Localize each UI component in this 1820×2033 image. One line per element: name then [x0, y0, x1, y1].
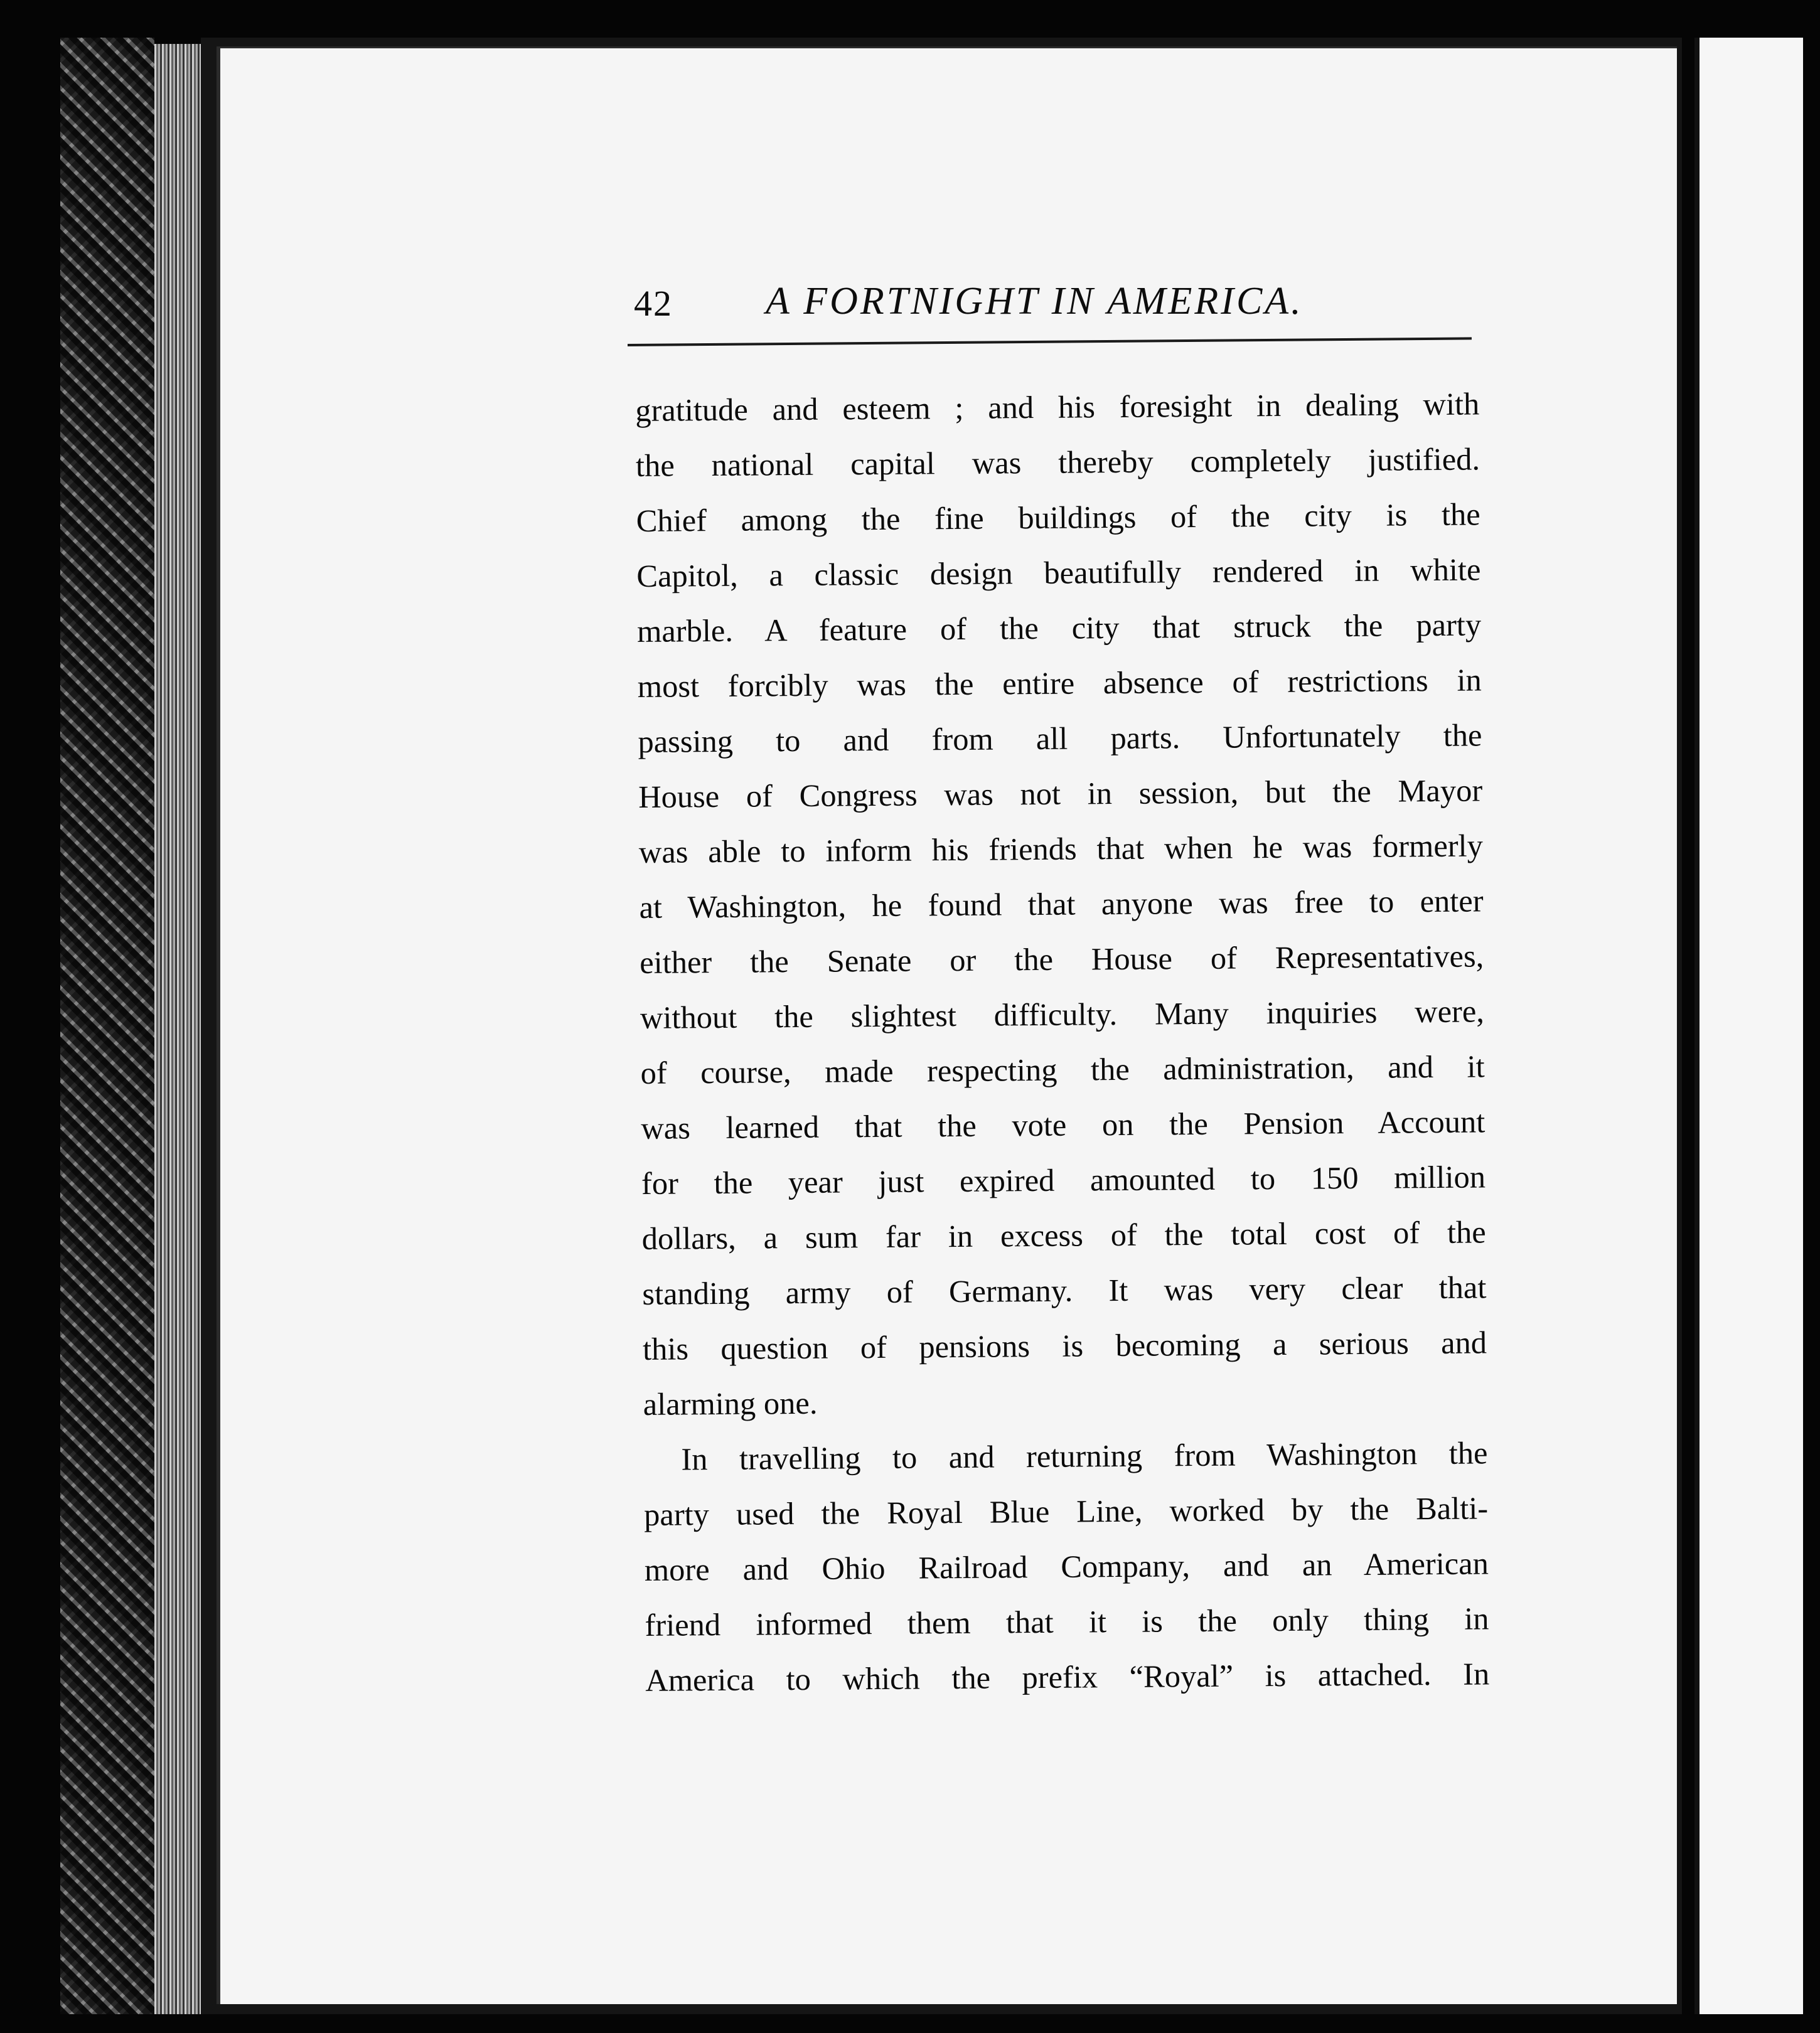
text-line: of course, made respecting the administration, and it — [640, 1049, 1485, 1091]
text-line: marble. A feature of the city that struck the party — [636, 607, 1482, 649]
text-line: without the slightest difficulty. Many inquiries were, — [640, 993, 1485, 1035]
text-line: passing to and from all parts. Unfortunately the — [638, 717, 1482, 759]
body-text — [635, 376, 1490, 1707]
text-line: America to which the prefix “Royal” is attached. In — [645, 1656, 1490, 1698]
text-line: at Washington, he found that anyone was free to enter — [639, 883, 1484, 925]
running-title: A FORTNIGHT IN AMERICA. — [766, 280, 1303, 323]
text-line: Capitol, a classic design beautifully rendered in white — [636, 552, 1481, 594]
text-line: was able to inform his friends that when he was formerly — [638, 828, 1484, 870]
text-line: House of Congress was not in session, but the Mayor — [638, 772, 1483, 814]
text-line: In travelling to and returning from Washington the — [681, 1435, 1488, 1477]
book-spine-binding — [60, 38, 154, 2014]
text-line: this question of pensions is becoming a serious and — [642, 1325, 1487, 1367]
facing-page-edge — [1694, 38, 1803, 2014]
page-edges — [154, 44, 205, 2014]
running-header — [634, 270, 1469, 326]
text-line: gratitude and esteem ; and his foresight in dealing with — [635, 386, 1480, 428]
text-line: friend informed them that it is the only thing in — [645, 1601, 1489, 1643]
text-line: for the year just expired amounted to 150 million — [641, 1159, 1486, 1201]
text-line: most forcibly was the entire absence of restrictions in — [637, 662, 1482, 704]
text-line: was learned that the vote on the Pension Account — [641, 1104, 1485, 1146]
page-number: 42 — [634, 283, 673, 324]
text-line: either the Senate or the House of Representatives, — [640, 938, 1484, 980]
text-line: more and Ohio Railroad Company, and an American — [644, 1545, 1489, 1587]
text-line: standing army of Germany. It was very clear that — [642, 1269, 1487, 1311]
text-line: dollars, a sum far in excess of the total cost of the — [641, 1214, 1486, 1256]
text-line: Chief among the fine buildings of the city is the — [636, 496, 1480, 538]
text-line: alarming one. — [643, 1385, 818, 1422]
text-line: party used the Royal Blue Line, worked by the Balti- — [643, 1490, 1489, 1532]
text-line: the national capital was thereby completely justified. — [635, 441, 1480, 483]
